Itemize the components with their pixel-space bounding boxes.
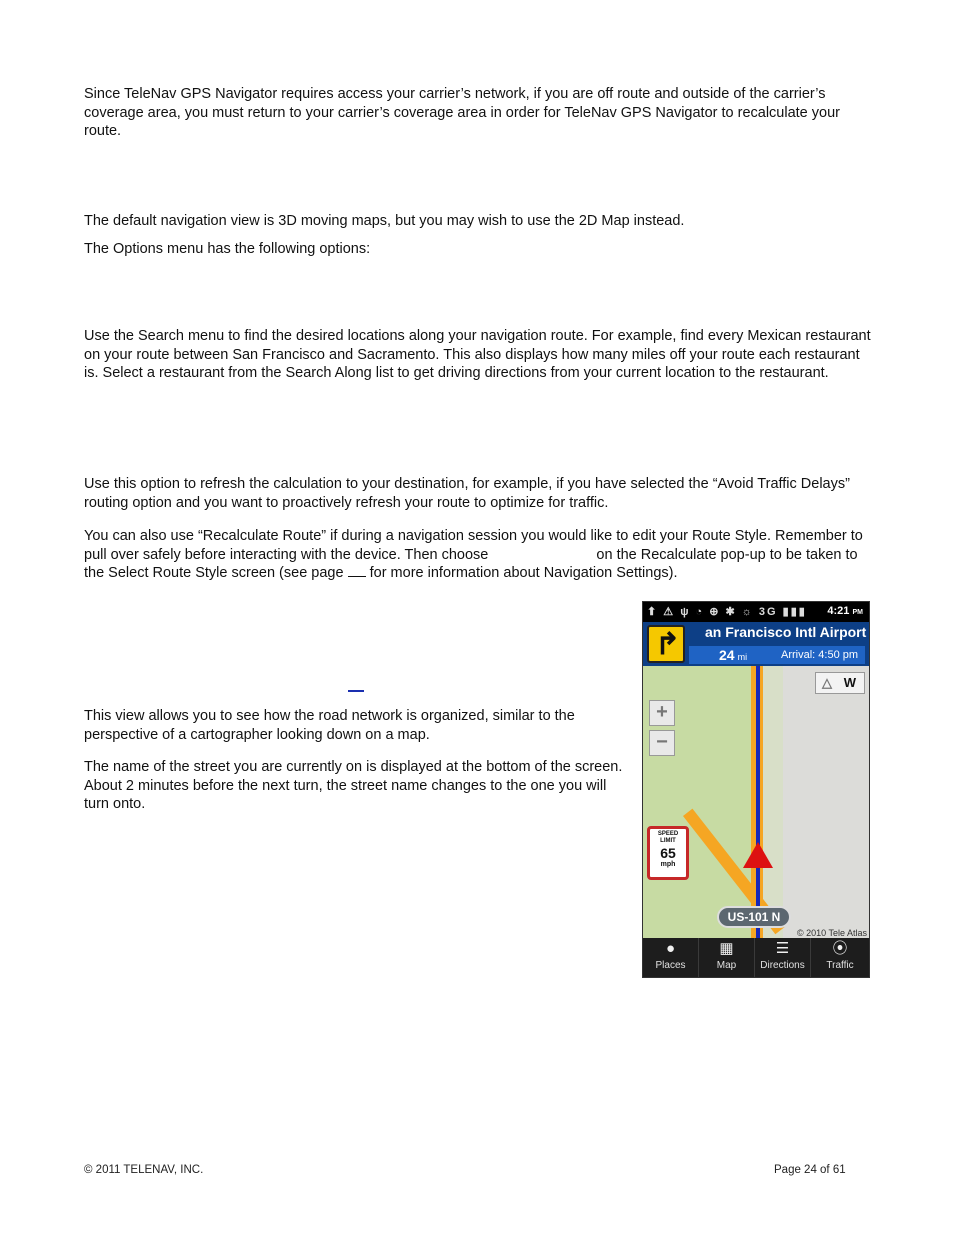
paragraph-recalculate: Use this option to refresh the calculation to your destination, for example, if you have selected the “Avoid Traffic Delays” routing option and you want to proactively refresh your route to optimize for traffic.: [84, 476, 850, 511]
route-style-text-3: for more information about Navigation Settings).: [369, 565, 678, 582]
compass-button[interactable]: △ W: [815, 672, 865, 694]
turn-right-icon: ↱: [647, 625, 685, 663]
remaining-distance: 24 mi: [719, 647, 748, 663]
route-style-text-2: on the Recalculate pop-up to be taken to the Select Route Style screen (see page: [84, 546, 858, 582]
paragraph-default-view: The default navigation view is 3D moving maps, but you may wish to use the 2D Map instead.: [84, 213, 685, 229]
route-style-text-1: You can also use “Recalculate Route” if during a navigation session you would like to edit your Route Style. Remember to pull over safely before interacting with the device. Then choose: [84, 528, 863, 563]
page-reference-blank: [348, 564, 366, 577]
clock: 4:21 PM: [827, 605, 863, 617]
paragraph-route-style: [84, 527, 874, 583]
route-line: [756, 666, 760, 938]
navigation-header: [643, 622, 869, 666]
tab-map[interactable]: ▦ Map: [699, 938, 755, 978]
status-bar: [643, 602, 869, 622]
map-copyright: © 2010 Tele Atlas: [796, 928, 867, 938]
map-icon: ▦: [719, 940, 734, 957]
tab-places[interactable]: ● Places: [643, 938, 699, 978]
trip-info-bar: [689, 646, 865, 664]
arrival-time: Arrival: 4:50 pm: [781, 649, 859, 661]
paragraph-2d-map: This view allows you to see how the road network is organized, similar to the perspective of a cartographer looking down on a map.: [84, 708, 575, 743]
tab-traffic[interactable]: ⦿ Traffic: [811, 938, 869, 978]
page-number: Page 24 of 61: [774, 1164, 846, 1176]
destination-name: an Francisco Intl Airport: [705, 624, 867, 640]
zoom-out-button[interactable]: −: [649, 730, 675, 756]
status-icons: ⬆ ⚠ ψ ◔ ⊕ ✱ ☼ 3G ▮▮▮: [647, 606, 807, 618]
directions-icon: ☰: [775, 940, 790, 957]
zoom-in-button[interactable]: +: [649, 700, 675, 726]
compass-arrow-icon: △: [822, 675, 832, 690]
current-street-label: US-101 N: [717, 906, 791, 928]
paragraph-search-along: Use the Search menu to find the desired locations along your navigation route. For example, find every Mexican restaurant on your route between San Francisco and Sacramento. This also displays how many miles off your route each restaurant is. Select a restaurant from the Search Along list to get driving directions from your current location to the restaurant.: [84, 328, 871, 382]
speed-limit-sign: SPEED LIMIT 65 mph: [647, 826, 689, 880]
navigation-screenshot: [642, 601, 870, 978]
footer-copyright: © 2011 TELENAV, INC.: [84, 1164, 204, 1176]
place-pin-icon: ●: [665, 940, 676, 957]
map-view[interactable]: [643, 666, 869, 938]
paragraph-options-intro: The Options menu has the following options:: [84, 241, 371, 257]
paragraph-street-name: The name of the street you are currently on is displayed at the bottom of the screen. About 2 minutes before the next turn, the street name changes to the one you will turn onto.: [84, 759, 623, 813]
paragraph-off-route: Since TeleNav GPS Navigator requires access your carrier’s network, if you are off route and outside of the carrier’s coverage area, you must return to your carrier’s coverage area in order for TeleNav GPS Navigator to recalculate your route.: [84, 86, 840, 140]
current-position-arrow-icon: [743, 842, 773, 868]
hyperlink-marker[interactable]: [348, 690, 364, 692]
bottom-tab-bar: [643, 938, 869, 978]
tab-directions[interactable]: ☰ Directions: [755, 938, 811, 978]
traffic-light-icon: ⦿: [832, 940, 848, 957]
